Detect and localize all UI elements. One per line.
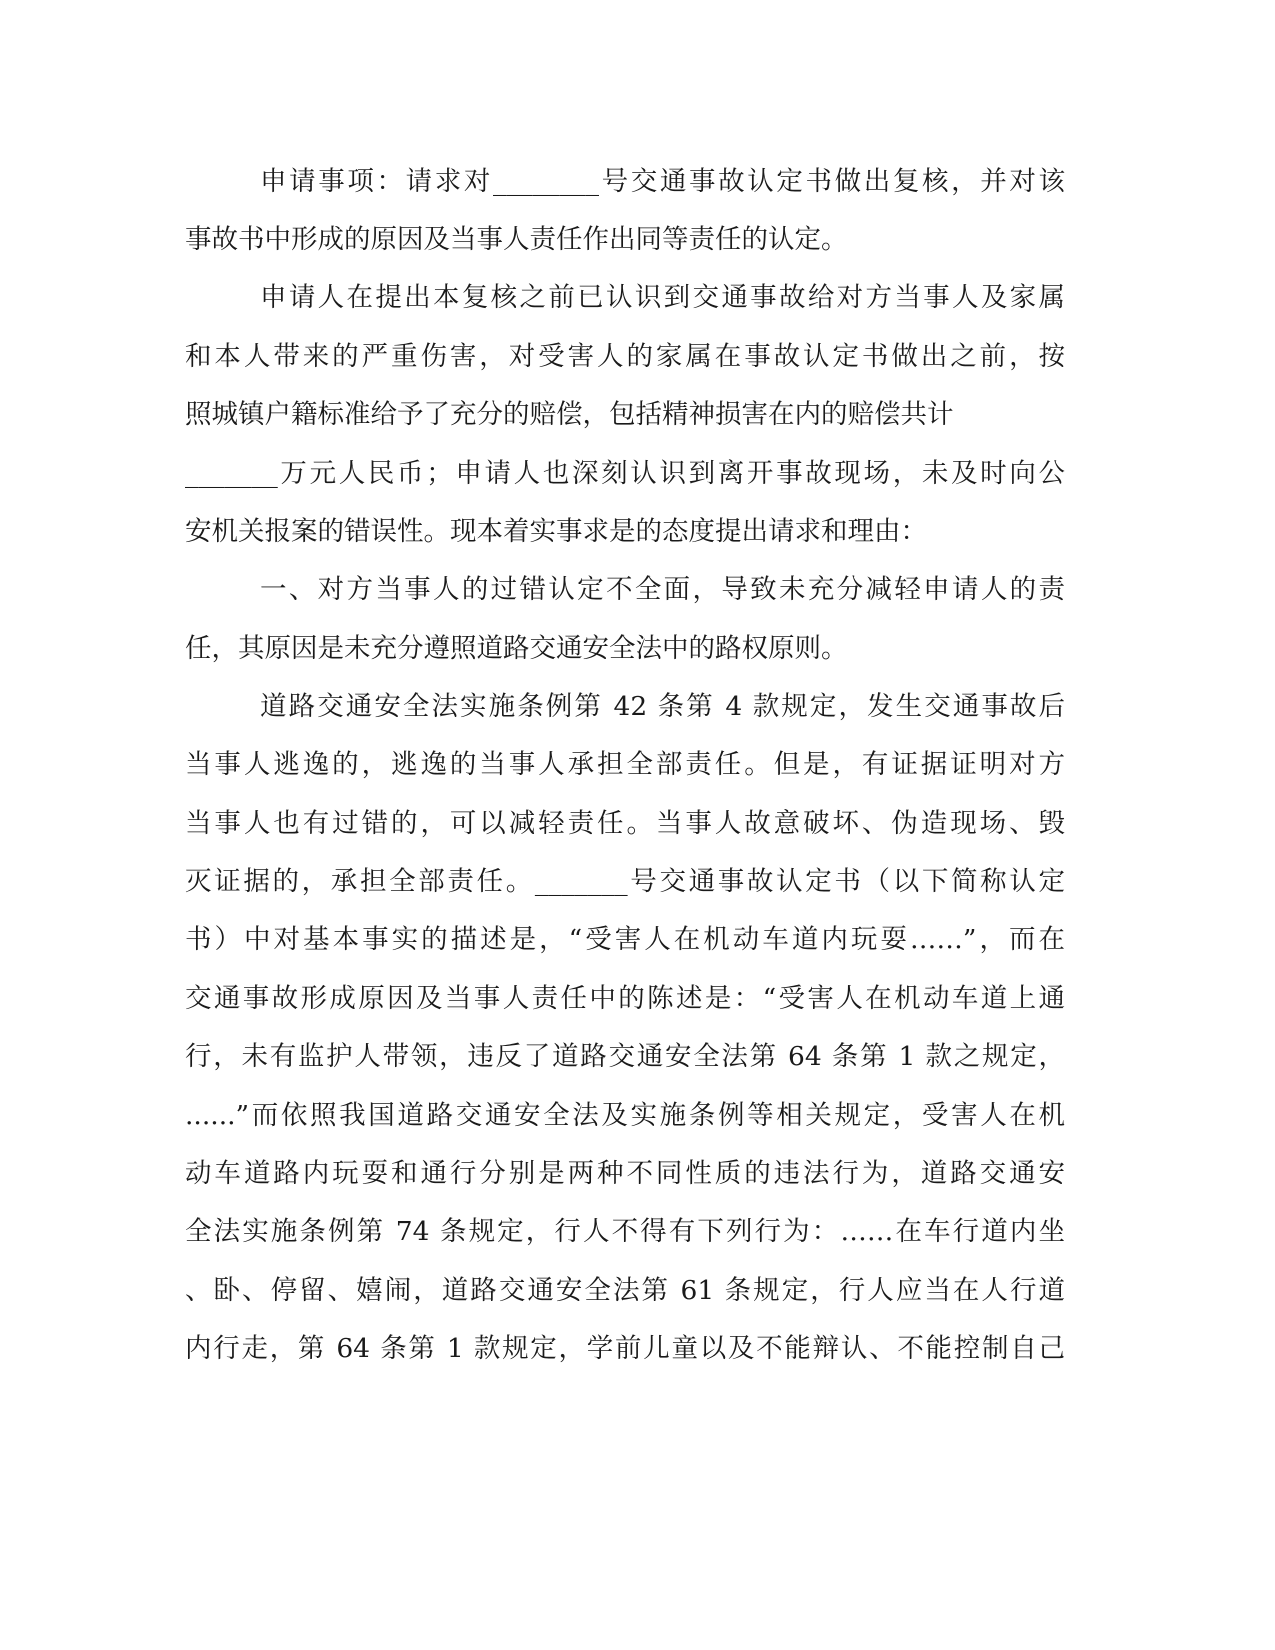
text-line: 书）中对基本事实的描述是，“受害人在机动车道内玩耍……”，而在 [185,924,1065,955]
text-line: 当事人逃逸的，逃逸的当事人承担全部责任。但是，有证据证明对方 [185,749,1065,780]
text-line: _______万元人民币；申请人也深刻认识到离开事故现场，未及时向公 [185,458,1065,489]
text-line: 道路交通安全法实施条例第 42 条第 4 款规定，发生交通事故后 [260,691,1065,722]
text-line: 内行走，第 64 条第 1 款规定，学前儿童以及不能辩认、不能控制自己 [185,1333,1065,1364]
text-line: 事故书中形成的原因及当事人责任作出同等责任的认定。 [185,224,848,255]
text-line: 一、对方当事人的过错认定不全面，导致未充分减轻申请人的责 [260,574,1065,605]
text-line: 当事人也有过错的，可以减轻责任。当事人故意破坏、伪造现场、毁 [185,808,1065,839]
text-line: 动车道路内玩耍和通行分别是两种不同性质的违法行为，道路交通安 [185,1158,1065,1189]
text-line: 行，未有监护人带领，违反了道路交通安全法第 64 条第 1 款之规定， [185,1041,1065,1072]
text-line: 和本人带来的严重伤害，对受害人的家属在事故认定书做出之前，按 [185,341,1065,372]
text-line: 交通事故形成原因及当事人责任中的陈述是：“受害人在机动车道上通 [185,983,1065,1014]
text-line: 照城镇户籍标准给予了充分的赔偿，包括精神损害在内的赔偿共计 [185,399,954,430]
text-line: 申请人在提出本复核之前已认识到交通事故给对方当事人及家属 [260,282,1065,313]
text-line: 安机关报案的错误性。现本着实事求是的态度提出请求和理由： [185,516,927,547]
text-line: 全法实施条例第 74 条规定，行人不得有下列行为：……在车行道内坐 [185,1216,1065,1247]
text-line: 、卧、停留、嬉闹，道路交通安全法第 61 条规定，行人应当在人行道 [185,1275,1065,1306]
text-line: 申请事项：请求对________号交通事故认定书做出复核，并对该 [260,166,1065,197]
text-line: ......”而依照我国道路交通安全法及实施条例等相关规定，受害人在机 [185,1100,1065,1131]
text-line: 任，其原因是未充分遵照道路交通安全法中的路权原则。 [185,633,848,664]
text-line: 灭证据的，承担全部责任。_______号交通事故认定书（以下简称认定 [185,866,1065,897]
